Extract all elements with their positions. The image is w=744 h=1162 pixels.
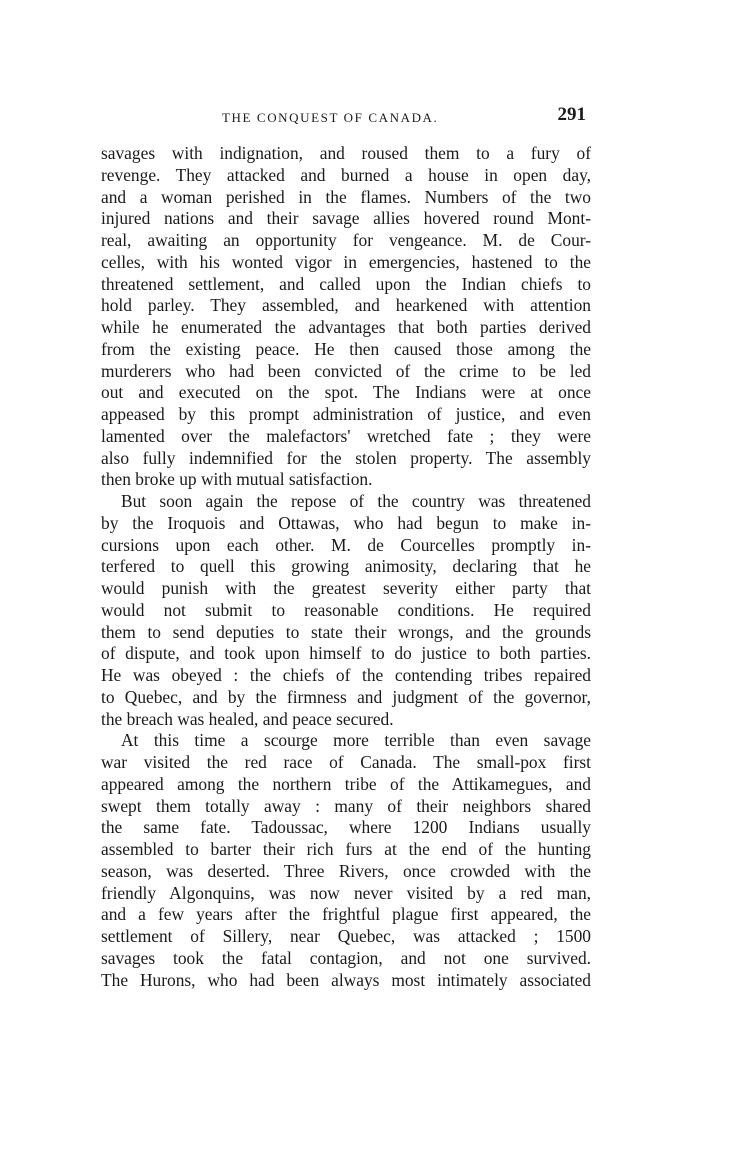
text-line: and a few years after the frightful plague first appeared, the bbox=[101, 904, 591, 925]
text-line: appeased by this prompt administration of justice, and even bbox=[101, 404, 591, 424]
text-line: revenge. They attacked and burned a house in open day, bbox=[101, 164, 591, 185]
text-line: injured nations and their savage allies hovered round Mont- bbox=[101, 208, 591, 229]
text-line: lamented over the malefactors' wretched fate ; they were bbox=[101, 425, 591, 446]
text-line: savages took the fatal contagion, and not one survived. bbox=[101, 947, 591, 968]
running-head bbox=[100, 104, 590, 132]
text-line: swept them totally away : many of their neighbors shared bbox=[101, 795, 591, 816]
text-line: would punish with the greatest severity either party that bbox=[101, 578, 591, 598]
page-number: 291 bbox=[557, 104, 586, 125]
text-line: threatened settlement, and called upon the Indian chiefs to bbox=[101, 273, 591, 294]
text-line: to Quebec, and by the firmness and judgment of the governor, bbox=[101, 686, 591, 707]
text-line: of dispute, and took upon himself to do justice to both parties. bbox=[101, 643, 591, 664]
text-line: the same fate. Tadoussac, where 1200 Indians usually bbox=[101, 817, 591, 838]
text-line: settlement of Sillery, near Quebec, was attacked ; 1500 bbox=[101, 926, 591, 946]
text-line: out and executed on the spot. The Indians were at once bbox=[101, 382, 591, 403]
text-line: assembled to barter their rich furs at the end of the hunting bbox=[101, 839, 591, 859]
text-line: friendly Algonquins, was now never visited by a red man, bbox=[101, 882, 591, 903]
text-line: terfered to quell this growing animosity, declaring that he bbox=[101, 556, 591, 577]
text-line: He was obeyed : the chiefs of the contending tribes repaired bbox=[101, 665, 591, 685]
text-line: the breach was healed, and peace secured. bbox=[101, 708, 394, 729]
text-line: from the existing peace. He then caused those among the bbox=[101, 338, 591, 359]
text-line: by the Iroquois and Ottawas, who had begun to make in- bbox=[101, 512, 591, 533]
text-line: and a woman perished in the flames. Numbers of the two bbox=[101, 186, 591, 207]
text-line: At this time a scourge more terrible than even savage bbox=[121, 730, 591, 751]
text-line: season, was deserted. Three Rivers, once crowded with the bbox=[101, 860, 591, 881]
text-line: also fully indemnified for the stolen property. The assembly bbox=[101, 447, 591, 468]
text-line: hold parley. They assembled, and hearkened with attention bbox=[101, 295, 591, 316]
text-line: real, awaiting an opportunity for vengeance. M. de Cour- bbox=[101, 230, 591, 250]
text-line: savages with indignation, and roused them to a fury of bbox=[101, 143, 591, 163]
text-line: But soon again the repose of the country was threatened bbox=[121, 491, 591, 511]
text-line: appeared among the northern tribe of the Attikamegues, and bbox=[101, 773, 591, 794]
text-line: them to send deputies to state their wrongs, and the grounds bbox=[101, 621, 591, 642]
text-line: The Hurons, who had been always most intimately associated bbox=[101, 969, 591, 990]
running-title: THE CONQUEST OF CANADA. bbox=[222, 110, 439, 125]
body-text bbox=[101, 143, 591, 991]
text-line: while he enumerated the advantages that both parties derived bbox=[101, 317, 591, 337]
text-line: murderers who had been convicted of the crime to be led bbox=[101, 360, 591, 381]
text-line: would not submit to reasonable conditions. He required bbox=[101, 599, 591, 620]
text-line: then broke up with mutual satisfaction. bbox=[101, 469, 373, 490]
text-line: celles, with his wonted vigor in emergencies, hastened to the bbox=[101, 251, 591, 272]
text-line: war visited the red race of Canada. The small-pox first bbox=[101, 752, 591, 772]
text-line: cursions upon each other. M. de Courcelles promptly in- bbox=[101, 534, 591, 555]
